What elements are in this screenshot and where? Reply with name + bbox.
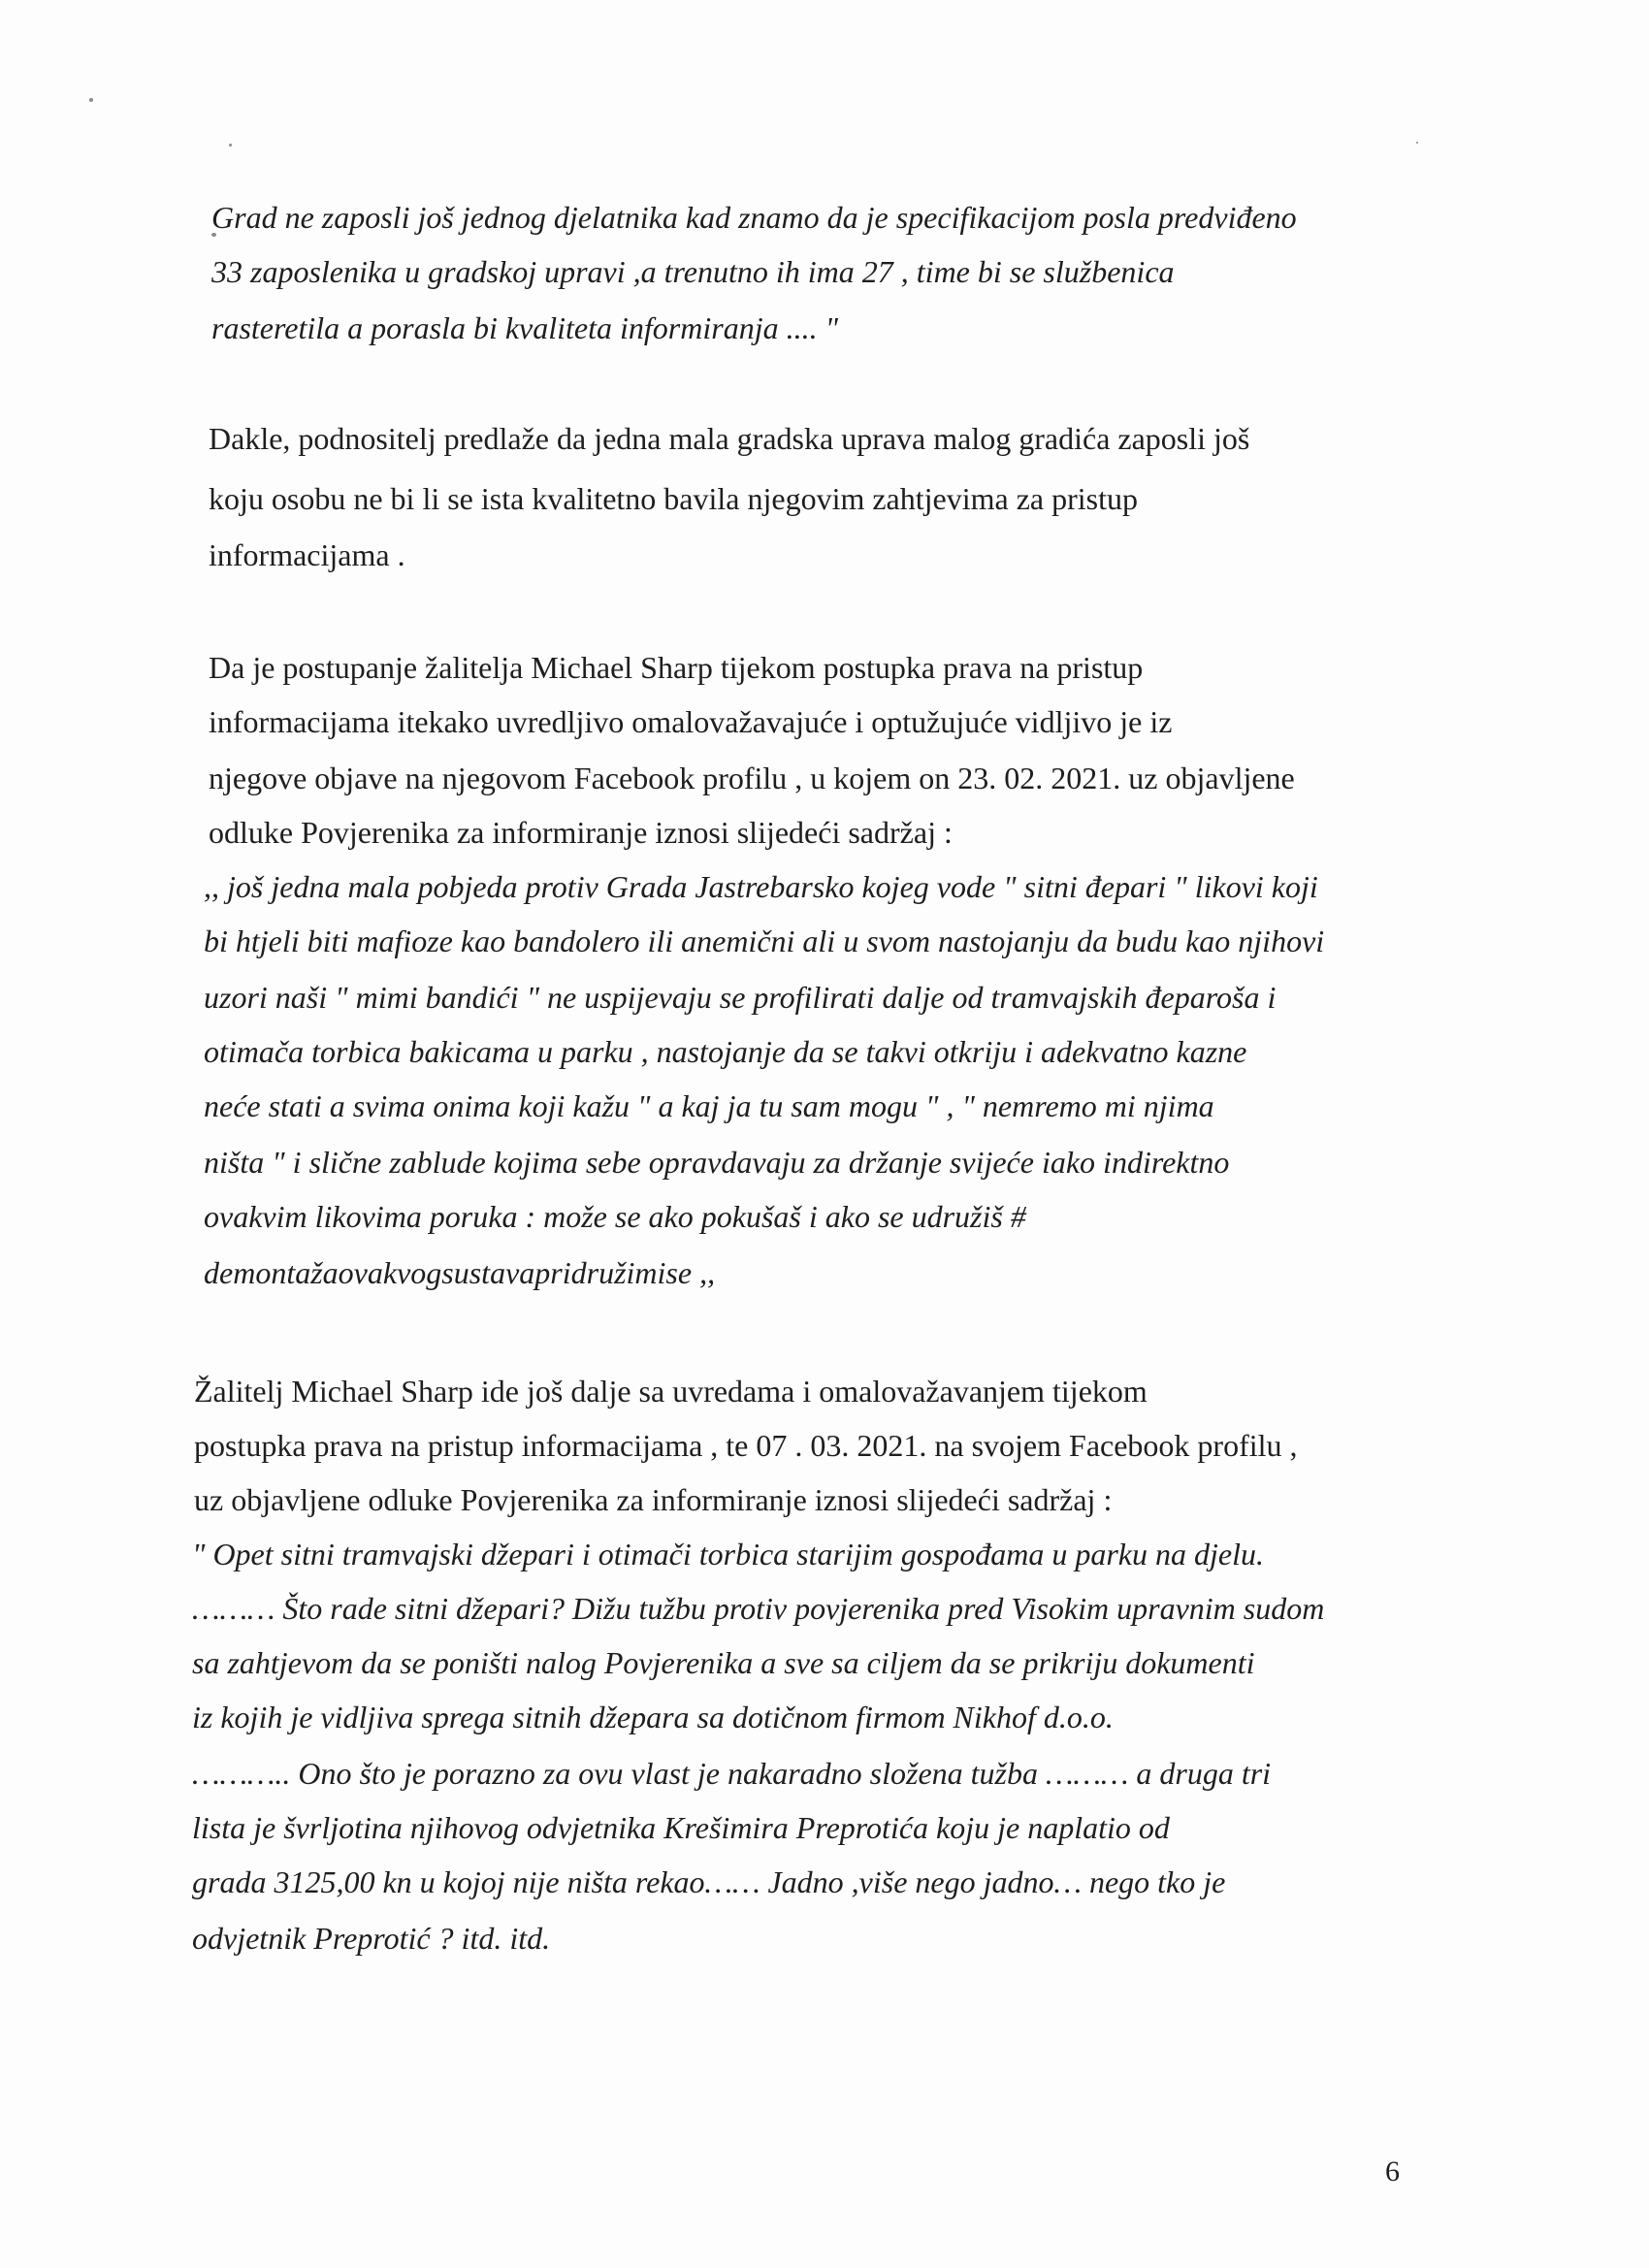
quote-line: uzori naši " mimi bandići " ne uspijevaju se profilirati dalje od tramvajskih đeparoša i [204, 980, 1277, 1015]
quote-line: grada 3125,00 kn u kojoj nije ništa rekao…… Jadno ,više nego jadno… nego tko je [192, 1864, 1226, 1899]
quote-line: odvjetnik Preprotić ? itd. itd. [192, 1921, 551, 1956]
quote-line: " Opet sitni tramvajski džepari i otimači torbica starijim gospođama u parku na djelu. [192, 1537, 1264, 1571]
quote-line: iz kojih je vidljiva sprega sitnih džepara sa dotičnom firmom Nikhof d.o.o. [192, 1700, 1114, 1734]
quote-line: sa zahtjevom da se poništi nalog Povjerenika a sve sa ciljem da se prikriju dokumenti [192, 1645, 1255, 1680]
quote-line: lista je švrljotina njihovog odvjetnika Krešimira Preprotića koju je naplatio od [192, 1810, 1170, 1845]
quote-line: otimača torbica bakicama u parku , nastojanje da se takvi otkriju i adekvatno kazne [204, 1034, 1247, 1069]
quote-line: ništa " i slične zablude kojima sebe opravdavaju za držanje svijeće iako indirektno [204, 1145, 1230, 1180]
paragraph-line: Grad ne zaposli još jednog djelatnika kad znamo da je specifikacijom posla predviđeno [211, 200, 1297, 235]
paragraph-line: informacijama itekako uvredljivo omalovažavajuće i optužujuće vidljivo je iz [209, 704, 1173, 739]
paragraph-line: Žalitelj Michael Sharp ide još dalje sa uvredama i omalovažavanjem tijekom [194, 1374, 1148, 1409]
scan-speck [1416, 142, 1418, 144]
paragraph-line: njegove objave na njegovom Facebook profilu , u kojem on 23. 02. 2021. uz objavljene [209, 761, 1295, 795]
quote-line: ……… Što rade sitni džepari? Dižu tužbu protiv povjerenika pred Visokim upravnim sudom [192, 1591, 1325, 1626]
quote-line: demontažaovakvogsustavapridružimise ,, [204, 1255, 716, 1290]
paragraph-line: odluke Povjerenika za informiranje iznosi slijedeći sadržaj : [209, 815, 953, 850]
paragraph-line: uz objavljene odluke Povjerenika za informiranje iznosi slijedeći sadržaj : [194, 1482, 1113, 1517]
paragraph-line: informacijama . [209, 537, 405, 572]
quote-line: bi htjeli biti mafioze kao bandolero ili anemični ali u svom nastojanju da budu kao njihovi [204, 923, 1325, 958]
quote-line: ,, još jedna mala pobjeda protiv Grada Jastrebarsko kojeg vode " sitni đepari " likovi koji [204, 869, 1318, 904]
paragraph-line: postupka prava na pristup informacijama , te 07 . 03. 2021. na svojem Facebook profilu , [194, 1428, 1298, 1463]
paragraph-line: Dakle, podnositelj predlaže da jedna mala gradska uprava malog gradića zaposli još [209, 421, 1250, 456]
paragraph-line: koju osobu ne bi li se ista kvalitetno bavila njegovim zahtjevima za pristup [209, 481, 1139, 516]
quote-line: neće stati a svima onima koji kažu " a kaj ja tu sam mogu " , " nemremo mi njima [204, 1088, 1214, 1123]
scan-speck [229, 144, 232, 146]
paragraph-line: rasteretila a porasla bi kvaliteta informiranja .... " [211, 310, 839, 345]
paragraph-line: 33 zaposlenika u gradskoj upravi ,a trenutno ih ima 27 , time bi se službenica [211, 254, 1175, 289]
paragraph-line: Da je postupanje žalitelja Michael Sharp tijekom postupka prava na pristup [209, 650, 1144, 685]
scan-speck [89, 98, 93, 102]
page-number: 6 [1385, 2155, 1400, 2187]
quote-line: ovakvim likovima poruka : može se ako pokušaš i ako se udružiš # [204, 1199, 1026, 1234]
quote-line: ……….. Ono što je porazno za ovu vlast je nakaradno složena tužba ……… a druga tri [192, 1756, 1272, 1791]
